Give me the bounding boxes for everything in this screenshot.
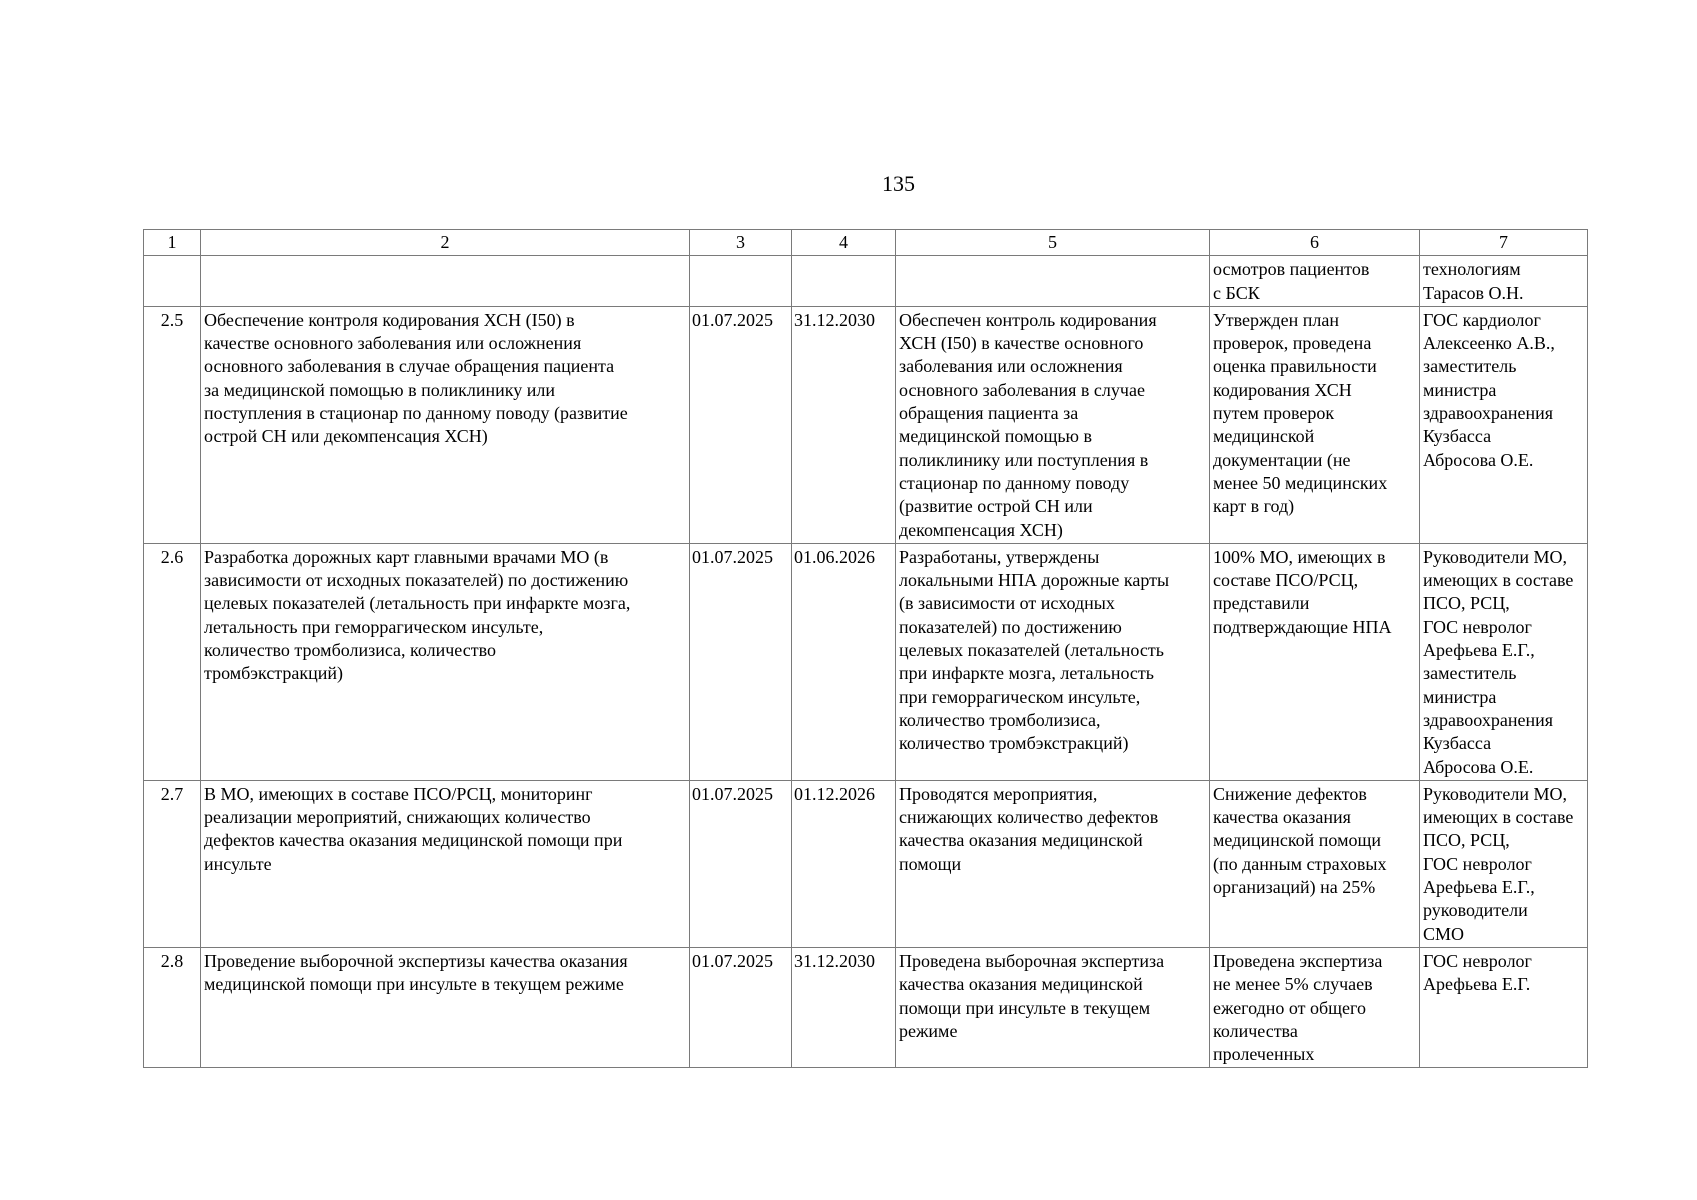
- cell-line: Абросова О.Е.: [1423, 756, 1534, 777]
- activity-cell: [201, 256, 690, 307]
- cell-line: декомпенсация ХСН): [899, 519, 1063, 540]
- cell-line: целевых показателей (летальность: [899, 640, 1164, 661]
- start-date-cell: 01.07.2025: [690, 306, 792, 543]
- responsible-cell: [1420, 947, 1588, 1067]
- table-row: [144, 780, 1588, 947]
- cell-line: Проведена экспертиза: [1213, 950, 1383, 971]
- plan-table: [143, 229, 1588, 1068]
- column-number-5: 5: [896, 230, 1210, 256]
- cell-line: медицинской помощью в: [899, 426, 1092, 447]
- cell-line: министра: [1423, 686, 1497, 707]
- column-number-1: 1: [144, 230, 201, 256]
- column-number-2: 2: [201, 230, 690, 256]
- cell-line: Тарасов О.Н.: [1423, 282, 1524, 303]
- cell-line: оценка правильности: [1213, 356, 1377, 377]
- cell-line: качества оказания медицинской: [899, 974, 1143, 995]
- cell-line: ГОС невролог: [1423, 853, 1532, 874]
- cell-line: качества оказания: [1213, 807, 1351, 828]
- cell-line: качества оказания медицинской: [899, 830, 1143, 851]
- cell-line: медицинской помощи: [1213, 830, 1381, 851]
- cell-line: Арефьева Е.Г.: [1423, 974, 1531, 995]
- cell-line: здравоохранения: [1423, 403, 1554, 424]
- cell-line: основного заболевания в случае: [899, 379, 1145, 400]
- cell-line: Руководители МО,: [1423, 546, 1567, 567]
- indicator-cell: [1210, 947, 1420, 1067]
- cell-line: снижающих количество дефектов: [899, 807, 1159, 828]
- indicator-cell: [1210, 543, 1420, 780]
- cell-line: ПСО, РСЦ,: [1423, 830, 1510, 851]
- cell-line: Проводятся мероприятия,: [899, 783, 1098, 804]
- cell-line: заместитель: [1423, 356, 1517, 377]
- cell-line: Обеспечен контроль кодирования: [899, 309, 1157, 330]
- row-number: 2.5: [144, 306, 201, 543]
- column-number-3: 3: [690, 230, 792, 256]
- cell-line: ГОС невролог: [1423, 616, 1532, 637]
- cell-line: заболевания или осложнения: [899, 356, 1123, 377]
- table-row: [144, 256, 1588, 307]
- cell-line: имеющих в составе: [1423, 570, 1574, 591]
- cell-line: летальность при геморрагическом инсульте,: [204, 616, 544, 637]
- start-date-cell: 01.07.2025: [690, 947, 792, 1067]
- cell-line: (по данным страховых: [1213, 853, 1387, 874]
- table-row: [144, 306, 1588, 543]
- cell-line: количество тромбэкстракций): [899, 733, 1129, 754]
- cell-line: целевых показателей (летальность при инфаркте мозга,: [204, 593, 631, 614]
- row-number: 2.8: [144, 947, 201, 1067]
- cell-line: путем проверок: [1213, 403, 1335, 424]
- cell-line: Кузбасса: [1423, 426, 1492, 447]
- cell-line: документации (не: [1213, 449, 1351, 470]
- table-row: [144, 947, 1588, 1067]
- cell-line: пролеченных: [1213, 1044, 1315, 1065]
- cell-line: (развитие острой СН или: [899, 496, 1093, 517]
- cell-line: здравоохранения: [1423, 709, 1554, 730]
- responsible-cell: [1420, 306, 1588, 543]
- cell-line: за медицинской помощью в поликлинику или: [204, 379, 555, 400]
- cell-line: тромбэкстракций): [204, 663, 344, 684]
- cell-line: (в зависимости от исходных: [899, 593, 1115, 614]
- indicator-cell: [1210, 780, 1420, 947]
- cell-line: Утвержден план: [1213, 309, 1339, 330]
- cell-line: обращения пациента за: [899, 403, 1079, 424]
- cell-line: кодирования ХСН: [1213, 379, 1352, 400]
- cell-line: при инфаркте мозга, летальность: [899, 663, 1154, 684]
- cell-line: 100% МО, имеющих в: [1213, 546, 1386, 567]
- cell-line: медицинской: [1213, 426, 1315, 447]
- row-number: [144, 256, 201, 307]
- cell-line: организаций) на 25%: [1213, 877, 1376, 898]
- cell-line: осмотров пациентов: [1213, 259, 1370, 280]
- cell-line: поступления в стационар по данному поводу (развитие: [204, 403, 628, 424]
- start-date-cell: 01.07.2025: [690, 780, 792, 947]
- cell-line: В МО, имеющих в составе ПСО/РСЦ, мониторинг: [204, 783, 593, 804]
- activity-cell: [201, 947, 690, 1067]
- cell-line: инсульте: [204, 853, 272, 874]
- activity-cell: [201, 543, 690, 780]
- row-number: 2.6: [144, 543, 201, 780]
- cell-line: составе ПСО/РСЦ,: [1213, 570, 1359, 591]
- start-date-cell: [690, 256, 792, 307]
- start-date-cell: 01.07.2025: [690, 543, 792, 780]
- cell-line: Проведена выборочная экспертиза: [899, 950, 1165, 971]
- column-number-7: 7: [1420, 230, 1588, 256]
- end-date-cell: 31.12.2030: [792, 947, 896, 1067]
- cell-line: Абросова О.Е.: [1423, 449, 1534, 470]
- column-number-row: [144, 230, 1588, 256]
- responsible-cell: [1420, 780, 1588, 947]
- cell-line: помощи: [899, 853, 962, 874]
- responsible-cell: [1420, 543, 1588, 780]
- end-date-cell: 31.12.2030: [792, 306, 896, 543]
- result-cell: [896, 947, 1210, 1067]
- cell-line: Арефьева Е.Г.,: [1423, 877, 1535, 898]
- end-date-cell: 01.12.2026: [792, 780, 896, 947]
- activity-cell: [201, 306, 690, 543]
- cell-line: Кузбасса: [1423, 733, 1492, 754]
- page-number: 135: [882, 171, 915, 196]
- cell-line: реализации мероприятий, снижающих количество: [204, 807, 591, 828]
- activity-cell: [201, 780, 690, 947]
- cell-line: показателей) по достижению: [899, 616, 1122, 637]
- cell-line: заместитель: [1423, 663, 1517, 684]
- cell-line: Разработаны, утверждены: [899, 546, 1100, 567]
- cell-line: руководители: [1423, 900, 1528, 921]
- cell-line: поликлинику или поступления в: [899, 449, 1149, 470]
- cell-line: качестве основного заболевания или осложнения: [204, 333, 582, 354]
- cell-line: зависимости от исходных показателей) по достижению: [204, 570, 629, 591]
- cell-line: министра: [1423, 379, 1497, 400]
- cell-line: Руководители МО,: [1423, 783, 1567, 804]
- cell-line: Алексеенко А.В.,: [1423, 333, 1555, 354]
- result-cell: [896, 306, 1210, 543]
- cell-line: СМО: [1423, 923, 1465, 944]
- cell-line: локальными НПА дорожные карты: [899, 570, 1170, 591]
- cell-line: дефектов качества оказания медицинской помощи при: [204, 830, 623, 851]
- cell-line: Проведение выборочной экспертизы качества оказания: [204, 950, 628, 971]
- cell-line: количества: [1213, 1020, 1298, 1041]
- cell-line: Снижение дефектов: [1213, 783, 1367, 804]
- cell-line: представили: [1213, 593, 1310, 614]
- cell-line: режиме: [899, 1020, 958, 1041]
- cell-line: ежегодно от общего: [1213, 997, 1366, 1018]
- cell-line: не менее 5% случаев: [1213, 974, 1373, 995]
- cell-line: медицинской помощи при инсульте в текущем режиме: [204, 974, 624, 995]
- cell-line: Обеспечение контроля кодирования ХСН (I50) в: [204, 309, 575, 330]
- cell-line: основного заболевания в случае обращения пациента: [204, 356, 615, 377]
- cell-line: менее 50 медицинских: [1213, 472, 1388, 493]
- cell-line: острой СН или декомпенсация ХСН): [204, 426, 488, 447]
- column-number-6: 6: [1210, 230, 1420, 256]
- cell-line: ГОС кардиолог: [1423, 309, 1541, 330]
- cell-line: с БСК: [1213, 282, 1260, 303]
- cell-line: ГОС невролог: [1423, 950, 1532, 971]
- cell-line: технологиям: [1423, 259, 1521, 280]
- result-cell: [896, 780, 1210, 947]
- cell-line: проверок, проведена: [1213, 333, 1372, 354]
- end-date-cell: [792, 256, 896, 307]
- end-date-cell: 01.06.2026: [792, 543, 896, 780]
- indicator-cell: [1210, 306, 1420, 543]
- cell-line: ПСО, РСЦ,: [1423, 593, 1510, 614]
- cell-line: подтверждающие НПА: [1213, 616, 1392, 637]
- cell-line: Арефьева Е.Г.,: [1423, 640, 1535, 661]
- cell-line: количество тромболизиса,: [899, 709, 1101, 730]
- cell-line: ХСН (I50) в качестве основного: [899, 333, 1144, 354]
- cell-line: стационар по данному поводу: [899, 472, 1130, 493]
- cell-line: имеющих в составе: [1423, 807, 1574, 828]
- cell-line: количество тромболизиса, количество: [204, 640, 496, 661]
- cell-line: карт в год): [1213, 496, 1295, 517]
- result-cell: [896, 256, 1210, 307]
- row-number: 2.7: [144, 780, 201, 947]
- cell-line: при геморрагическом инсульте,: [899, 686, 1141, 707]
- column-number-4: 4: [792, 230, 896, 256]
- responsible-cell: [1420, 256, 1588, 307]
- cell-line: помощи при инсульте в текущем: [899, 997, 1151, 1018]
- table-row: [144, 543, 1588, 780]
- cell-line: Разработка дорожных карт главными врачами МО (в: [204, 546, 609, 567]
- indicator-cell: [1210, 256, 1420, 307]
- result-cell: [896, 543, 1210, 780]
